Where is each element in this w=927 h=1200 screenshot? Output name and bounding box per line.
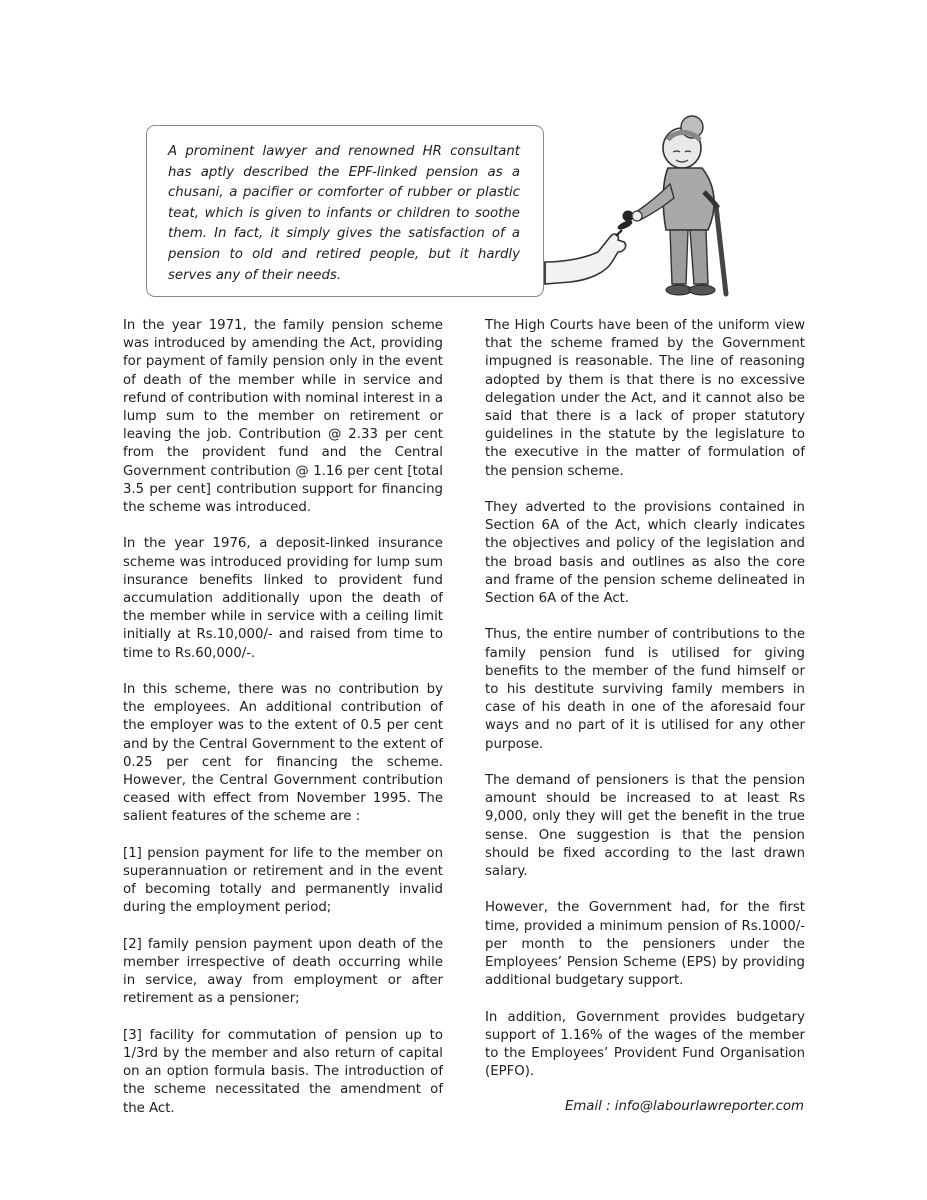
paragraph: [2] family pension payment upon death of the member irrespective of death occurring while in service, away from employment or after retirement as a pensioner;: [123, 936, 443, 1007]
right-shoe: [689, 285, 715, 295]
right-leg: [690, 230, 708, 284]
cartoon-illustration: [540, 112, 765, 307]
paragraph: Thus, the entire number of contributions to the family pension fund is utilised for giving benefits to the member of the fund himself or to his destitute surviving family members in case of his death in one of the aforesaid four ways and no part of it is utilised for any other purpose.: [485, 627, 805, 752]
paragraph: In the year 1976, a deposit-linked insurance scheme was introduced providing for lump sum insurance benefits linked to provident fund accumulation additionally upon the death of the member while in service with a ceiling limit initially at Rs.10,000/- and raised from time to time to Rs.60,000/-.: [123, 536, 443, 661]
right-column: [485, 317, 805, 1100]
left-column: [123, 317, 443, 1136]
hand-shape: [545, 234, 626, 284]
pacifier-handle: [616, 230, 622, 236]
paragraph: They adverted to the provisions contained in Section 6A of the Act, which clearly indicates the objectives and policy of the legislation and the broad basis and outlines as also the core and frame of the pension scheme delineated in Section 6A of the Act.: [485, 500, 805, 607]
quote-box: [146, 125, 544, 297]
woman-hand: [632, 211, 642, 221]
left-shoe: [666, 285, 692, 295]
paragraph: In addition, Government provides budgetary support of 1.16% of the wages of the member to the Employees’ Provident Fund Organisation (EPFO).: [485, 1009, 805, 1080]
paragraph: The High Courts have been of the uniform view that the scheme framed by the Government impugned is reasonable. The line of reasoning adopted by them is that there is no excessive delegation under the Act, and it cannot also be said that there is a lack of proper statutory guidelines in the statute by the legislature to the executive in the matter of formulation of the pension scheme.: [485, 318, 805, 479]
paragraph: In the year 1971, the family pension scheme was introduced by amending the Act, providing for payment of family pension only in the event of death of the member while in service and refund of contribution with nominal interest in a lump sum to the member on retirement or leaving the job. Contribution @ 2.33 per cent from the provident fund and the Central Government contribution @ 1.16 per cent [total 3.5 per cent] contribution support for financing the scheme was introduced.: [123, 318, 443, 516]
paragraph: [3] facility for commutation of pension up to 1/3rd by the member and also return of capital on an option formula basis. The introduction of the scheme necessitated the amendment of the Act.: [123, 1027, 443, 1116]
left-leg: [670, 230, 688, 284]
paragraph: [1] pension payment for life to the member on superannuation or retirement and in the event of becoming totally and permanently invalid during the employment period;: [123, 845, 443, 916]
walking-cane: [716, 206, 726, 294]
paragraph: However, the Government had, for the first time, provided a minimum pension of Rs.1000/- per month to the pensioners under the Employees’ Pension Scheme (EPS) by providing additional budgetary support.: [485, 900, 805, 989]
paragraph: The demand of pensioners is that the pension amount should be increased to at least Rs 9,000, only they will get the benefit in the true sense. One suggestion is that the pension should be fixed according to the last drawn salary.: [485, 773, 805, 880]
paragraph: In this scheme, there was no contribution by the employees. An additional contribution of the employer was to the extent of 0.5 per cent and by the Central Government to the extent of 0.25 per cent for financing the scheme. However, the Central Government contribution ceased with effect from November 1995. The salient features of the scheme are :: [123, 682, 443, 825]
pull-quote: A prominent lawyer and renowned HR consultant has aptly described the EPF-linked pension as a chusani, a pacifier or comforter of rubber or plastic teat, which is given to infants or children to soothe them. In fact, it simply gives the satisfaction of a pension to old and retired people, but it hardly serves any of their needs.: [168, 144, 520, 283]
author-email: Email : info@labourlawreporter.com: [564, 1099, 804, 1114]
